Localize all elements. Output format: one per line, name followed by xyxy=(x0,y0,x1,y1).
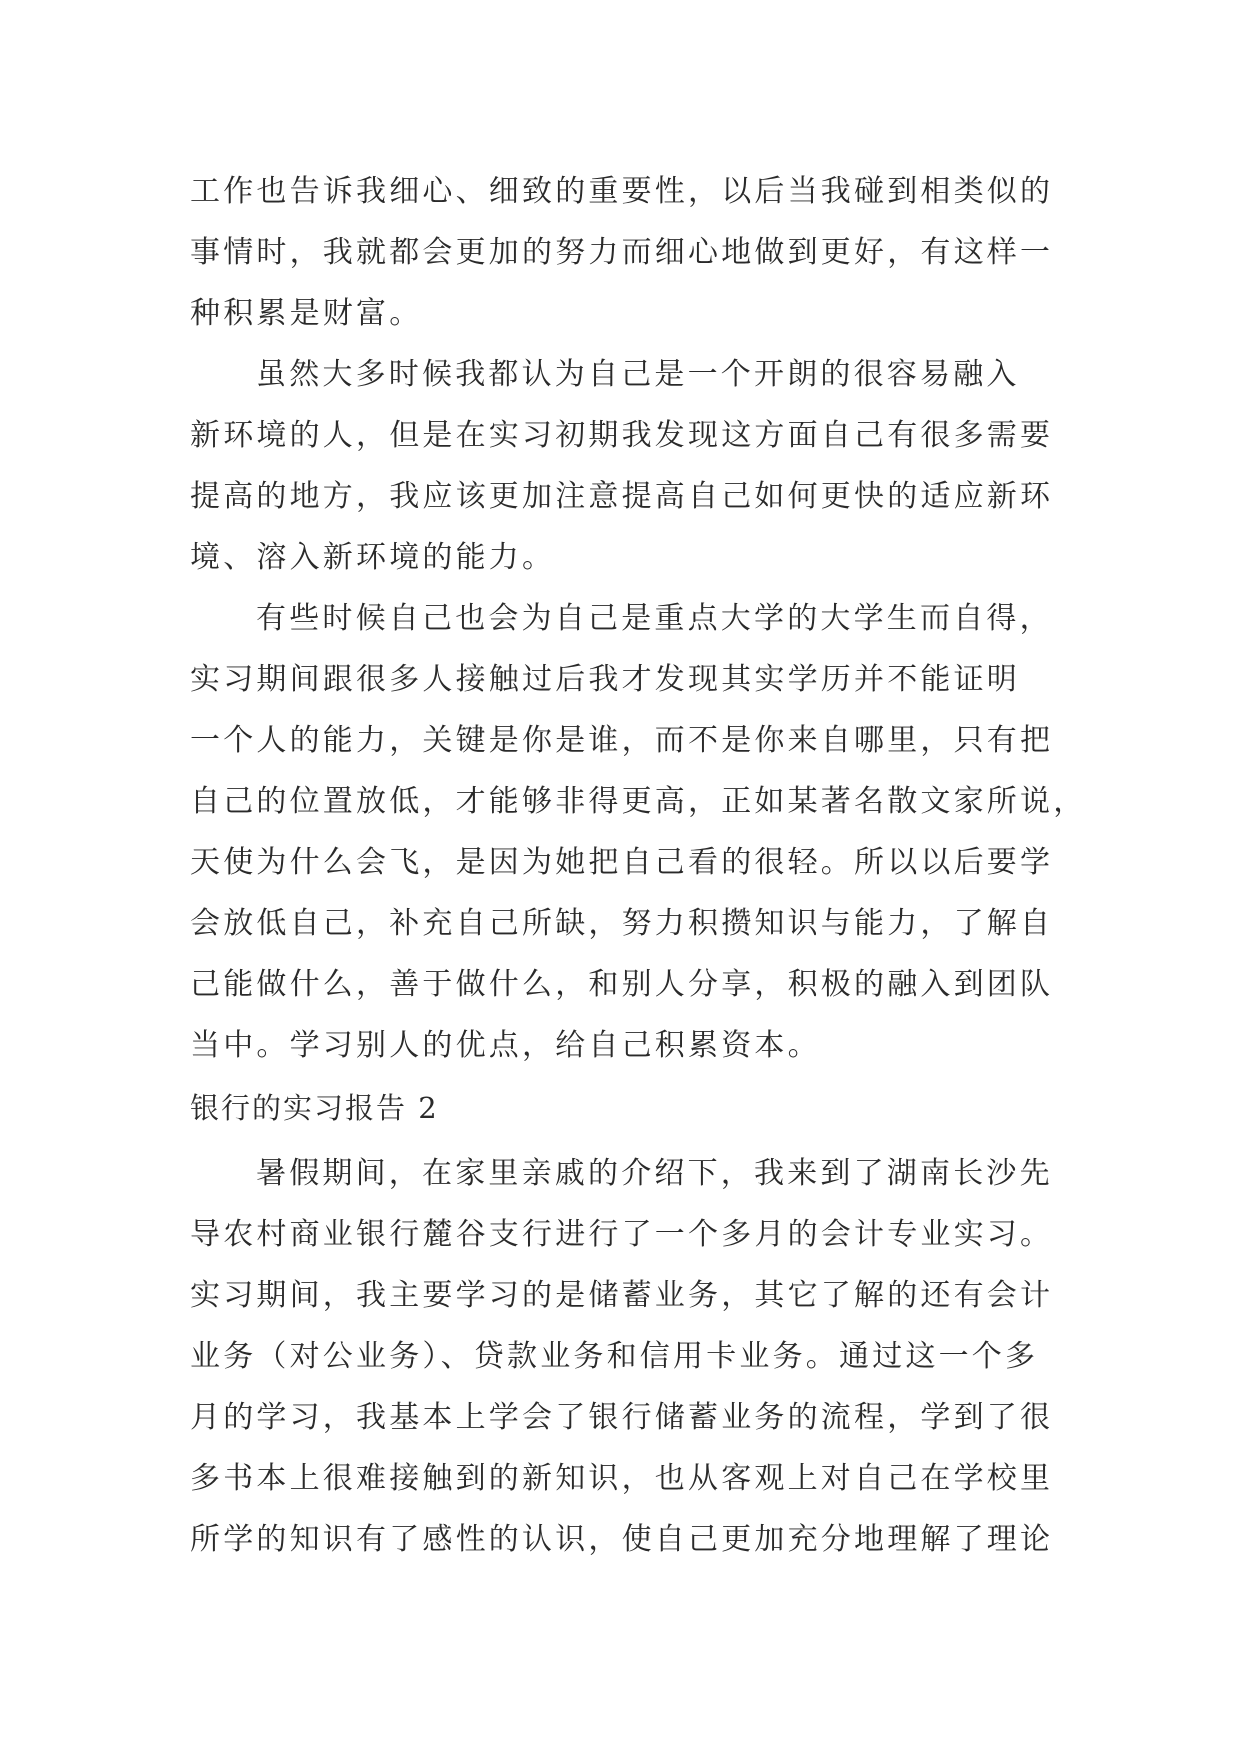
paragraph-line: 业务（对公业务）、贷款业务和信用卡业务。通过这一个多 xyxy=(190,1339,1039,1374)
paragraph-line: 会放低自己，补充自己所缺，努力积攒知识与能力，了解自 xyxy=(190,906,1054,941)
paragraph-line: 己能做什么，善于做什么，和别人分享，积极的融入到团队 xyxy=(190,967,1054,1002)
body-text-top xyxy=(190,161,1087,1076)
paragraph-line: 种积累是财富。 xyxy=(190,296,423,331)
body-text-bottom xyxy=(190,1143,1054,1570)
paragraph-line: 所学的知识有了感性的认识，使自己更加充分地理解了理论 xyxy=(190,1522,1054,1557)
paragraph-line: 实习期间跟很多人接触过后我才发现其实学历并不能证明 xyxy=(190,662,1020,697)
paragraph-line: 提高的地方，我应该更加注意提高自己如何更快的适应新环 xyxy=(190,479,1054,514)
paragraph-line: 多书本上很难接触到的新知识，也从客观上对自己在学校里 xyxy=(190,1461,1054,1496)
paragraph-line: 导农村商业银行麓谷支行进行了一个多月的会计专业实习。 xyxy=(190,1217,1054,1252)
paragraph-line: 工作也告诉我细心、细致的重要性，以后当我碰到相类似的 xyxy=(190,174,1054,209)
paragraph-line: 有些时候自己也会为自己是重点大学的大学生而自得， xyxy=(256,601,1053,636)
section-heading: 银行的实习报告 2 xyxy=(190,1091,439,1125)
paragraph-line: 一个人的能力，关键是你是谁，而不是你来自哪里，只有把 xyxy=(190,723,1054,758)
paragraph-line: 事情时，我就都会更加的努力而细心地做到更好，有这样一 xyxy=(190,235,1054,270)
paragraph-line: 实习期间，我主要学习的是储蓄业务，其它了解的还有会计 xyxy=(190,1278,1054,1313)
paragraph-line: 虽然大多时候我都认为自己是一个开朗的很容易融入 xyxy=(256,357,1020,392)
paragraph-line: 新环境的人，但是在实习初期我发现这方面自己有很多需要 xyxy=(190,418,1054,453)
paragraph-line: 自己的位置放低，才能够非得更高，正如某著名散文家所说， xyxy=(190,784,1087,819)
paragraph-line: 暑假期间，在家里亲戚的介绍下，我来到了湖南长沙先 xyxy=(256,1156,1053,1191)
paragraph-line: 天使为什么会飞，是因为她把自己看的很轻。所以以后要学 xyxy=(190,845,1054,880)
paragraph-line: 月的学习，我基本上学会了银行储蓄业务的流程，学到了很 xyxy=(190,1400,1054,1435)
paragraph-line: 境、溶入新环境的能力。 xyxy=(190,540,556,575)
paragraph-line: 当中。学习别人的优点，给自己积累资本。 xyxy=(190,1028,821,1063)
